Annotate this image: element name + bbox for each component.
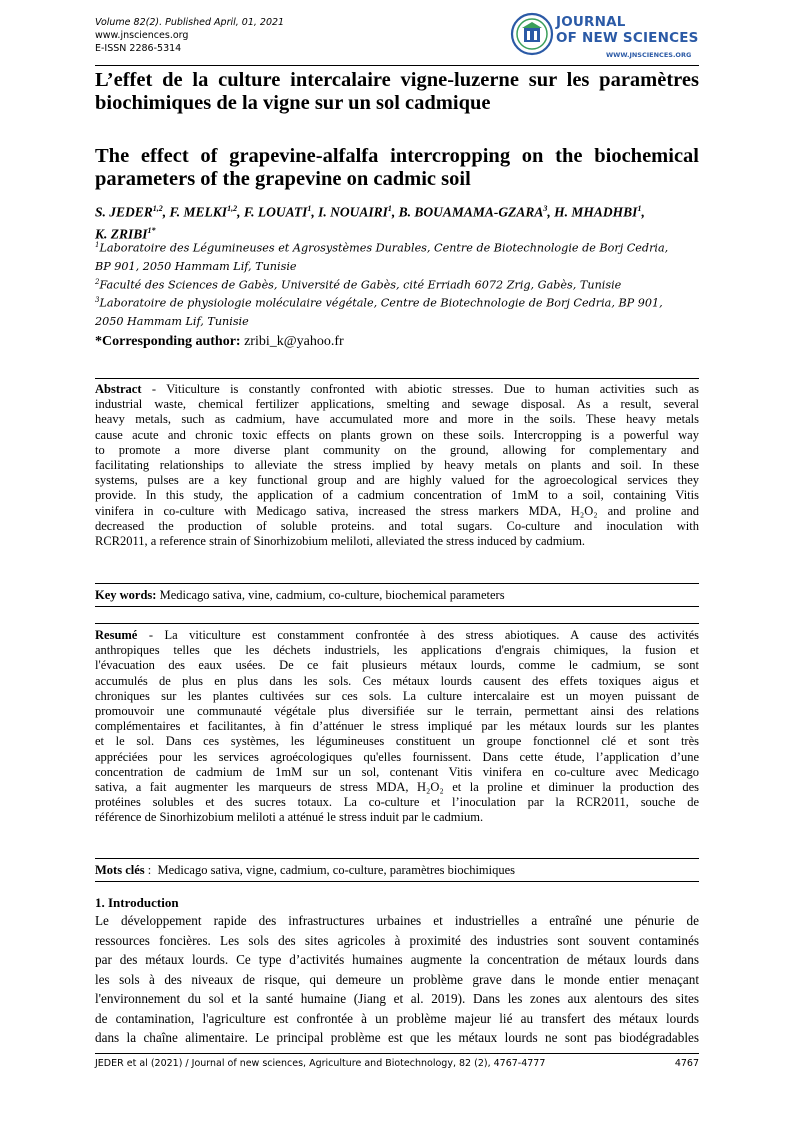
affiliation-line: 2050 Hammam Lif, Tunisie [95, 314, 249, 328]
introduction-body [95, 911, 699, 1048]
journal-issn: E-ISSN 2286-5314 [95, 43, 182, 54]
author-name: K. ZRIBI [95, 226, 148, 241]
abstract-line: RCR2011, a reference strain of Sinorhizobium meliloti, alleviated the stress induced by cadmium. [95, 534, 586, 549]
mots-cles-top-rule [95, 858, 699, 859]
volume-line: Volume 82(2). Published April, 01, 2021 [95, 17, 285, 28]
journal-website[interactable]: www.jnsciences.org [95, 30, 189, 41]
resume-line: complémentaires et facilitantes, à fin d’atténuer le stress impliqué par les métaux lourds sur les plantes [95, 719, 699, 734]
affiliation-mark: 2 [95, 278, 100, 286]
mots-cles-text: Medicago sativa, vigne, cadmium, co-culture, paramètres biochimiques [157, 863, 516, 877]
introduction-line: Le développement rapide des infrastructures urbaines et industrielles a entraîné une pénurie de [95, 913, 699, 928]
abstract-line: vinifera in co-culture with Medicago sativa, increased the stress markers MDA, H₂O₂ and proline and [95, 503, 699, 518]
resume-line: protéines solubles et des sucres totaux. La co-culture et l’inoculation par la RCR2011, souche de [95, 795, 699, 810]
resume-line: concentration de cadmium de 1mM sur un sol, contenant Vitis vinifera en co-culture avec Medicago [95, 764, 699, 779]
footer-citation: JEDER et al (2021) / Journal of new sciences, Agriculture and Biotechnology, 82 (2), 4767-4777 [95, 1058, 546, 1069]
journal-emblem-icon [510, 12, 554, 56]
resume-line: anthropiques telles que les déchets industriels, les applications d'engrais chimiques, la fusion et [95, 643, 699, 658]
resume-line: promouvoir une communauté végétale plus diversifiée sur le terrain, permettant ainsi des relations [95, 704, 699, 719]
author-name: H. MHADHBI [554, 204, 638, 220]
author-affiliation-mark: 1,2 [152, 204, 163, 213]
author-affiliation-mark: 1 [637, 204, 642, 213]
introduction-line: de contamination, l'agriculture est confrontée à un problème majeur lié au transfert des métaux lourds [95, 1010, 699, 1026]
introduction-line: l'environnement du sol et la santé humaine (Jiang et al. 2019). Dans les zones aux alentours des sites [95, 991, 699, 1006]
abstract [95, 382, 699, 549]
header-rule [95, 65, 699, 66]
affiliation-mark: 3 [95, 296, 100, 304]
affiliation [95, 291, 699, 331]
author-name: I. NOUAIRI [318, 204, 388, 220]
abstract-line: heavy metals, such as cadmium, have accumulated more and more in the soils. These heavy metals [95, 412, 699, 427]
author-affiliation-mark: 1 [307, 204, 312, 213]
resume-line: Resumé - La viticulture est constamment confrontée à des stress abiotiques. A cause des activités [95, 628, 699, 642]
title-french-line: biochimiques de la vigne sur un sol cadmique [95, 92, 491, 114]
affiliation-line: Laboratoire de physiologie moléculaire végétale, Centre de Biotechnologie de Borj Cedria, BP 901, [99, 296, 663, 310]
introduction-line: dans la chaîne alimentaire. Le principal problème est que les métaux lourds ne sont pas biodégradables [95, 1030, 699, 1045]
title-english-line: parameters of the grapevine on cadmic soil [95, 168, 471, 190]
journal-logo [510, 10, 700, 64]
resume-line: référence de Sinorhizobium meliloti a atténué le stress induit par le cadmium. [95, 810, 484, 825]
corresponding-email[interactable]: zribi_k@yahoo.fr [244, 334, 344, 349]
logo-line-journal: JOURNAL [556, 14, 626, 30]
abstract-top-rule [95, 378, 699, 379]
resume-line: et le sol. Dans ces systèmes, les légumineuses constituent un groupe fonctionnel clé et sont très [95, 734, 699, 749]
abstract-line: industrial waste, chemical fertilizer applications, smelting and sewage disposal. As a result, several [95, 397, 699, 412]
journal-header [95, 16, 284, 55]
introduction-line: les sols à des niveaux de risque, qui demeure un problème grave dans le monde entier menaçant [95, 971, 699, 987]
mots-cles [95, 863, 699, 878]
resume-line: appréciées pour les services agroécologiques qu'elles fournissent. Dans cette étude, l’application d’une [95, 749, 699, 764]
introduction-line: par des métaux lourds. Ce type d’activités humaines augmente la concentration de métaux lourds dans [95, 952, 699, 967]
resume-line: accumulés de plus en plus dans les sols. Ces métaux lourds causent des effets toxiques aigus et [95, 673, 699, 688]
page-footer [95, 1058, 699, 1069]
keywords-bottom-rule [95, 606, 699, 607]
author-affiliation-mark: 3 [543, 204, 548, 213]
keywords-label: Key words: [95, 588, 157, 602]
resume-label: Resumé [95, 628, 138, 642]
abstract-line: systems, pulses are a key functional group and are highly valued for the agroecological services they [95, 473, 699, 488]
abstract-label: Abstract [95, 382, 142, 396]
title-english-line: The effect of grapevine-alfalfa intercropping on the biochemical [95, 145, 699, 167]
page-number: 4767 [674, 1058, 699, 1069]
affiliation-line: BP 901, 2050 Hammam Lif, Tunisie [95, 259, 297, 273]
logo-url: WWW.JNSCIENCES.ORG [606, 51, 692, 59]
affiliation [95, 236, 699, 276]
affiliation-mark: 1 [95, 241, 100, 249]
mots-cles-bottom-rule [95, 881, 699, 882]
footer-rule [95, 1053, 699, 1054]
resume-line: l'évacuation des eaux usées. De ce fait plusieurs métaux lourds, comme le cadmium, se sont [95, 658, 699, 673]
keywords-top-rule [95, 583, 699, 584]
resume-top-rule [95, 623, 699, 624]
resume-line: chroniques sur les plantes cultivées sur ces sols. La culture intercalaire est un moyen puissant de [95, 688, 699, 703]
author-affiliation-mark: 1* [147, 225, 156, 235]
abstract-line: cause acute and chronic toxic effects on plants grown on these soils. Intercropping is a powerful way [95, 427, 699, 442]
introduction-heading: 1. Introduction [95, 895, 179, 910]
abstract-line: decreased the production of soluble proteins. and total sugars. Co-culture and inoculation with [95, 518, 699, 533]
abstract-line: Abstract - Viticulture is constantly confronted with abiotic stresses. Due to human activities such as [95, 382, 699, 396]
author-name: B. BOUAMAMA-GZARA [398, 204, 544, 220]
keywords [95, 588, 699, 603]
resume-line: sativa, a fait augmenter les marqueurs de stress MDA, H₂O₂ et la proline et diminuer la production des [95, 780, 699, 795]
author-affiliation-mark: 1 [387, 204, 392, 213]
corresponding-author [95, 334, 344, 350]
author-name: S. JEDER [95, 204, 153, 220]
affiliation-line: Laboratoire des Légumineuses et Agrosystèmes Durables, Centre de Biotechnologie de Borj Cedria, [99, 241, 669, 255]
author-name: F. LOUATI [243, 204, 308, 220]
keywords-text: Medicago sativa, vine, cadmium, co-culture, biochemical parameters [159, 588, 505, 602]
affiliation-line: Faculté des Sciences de Gabès, Université de Gabès, cité Erriadh 6072 Zrig, Gabès, Tunisie [99, 278, 622, 292]
introduction-line: ressources foncières. Les sols des sites agricoles à proximité des industries sont souvent contaminés [95, 932, 699, 948]
corresponding-label: *Corresponding author: [95, 334, 241, 349]
author-list: S. JEDER$^{1,2}$, F. MELKI$^{1,2}$, F. LOUATI$^1$, I. NOUAIRI$^1$, B. BOUAMAMA-GZARA$^3$, H. MHADHBI$^1$, K. $ZRIBI^{1*}$ [95, 204, 645, 241]
author-affiliation-mark: 1,2 [227, 204, 238, 213]
abstract-line: facilitating relationships to alleviate the stress implied by heavy metals on plants and soil. In these [95, 458, 699, 473]
mots-cles-label: Mots clés [95, 863, 145, 877]
title-french [95, 69, 699, 115]
mots-cles-separator: : [144, 863, 158, 877]
resume [95, 628, 699, 826]
author-name: F. MELKI [169, 204, 228, 220]
logo-line-new-sciences: OF NEW SCIENCES [556, 30, 699, 46]
title-french-line: L’effet de la culture intercalaire vigne-luzerne sur les paramètres [95, 69, 699, 91]
abstract-line: provide. In this study, the application of a cadmium concentration of 1mM to a soil, containing Vitis [95, 488, 699, 503]
abstract-line: to promote a more diverse plant community on the ground, allowing for complementary and [95, 442, 699, 457]
title-english [95, 145, 699, 191]
